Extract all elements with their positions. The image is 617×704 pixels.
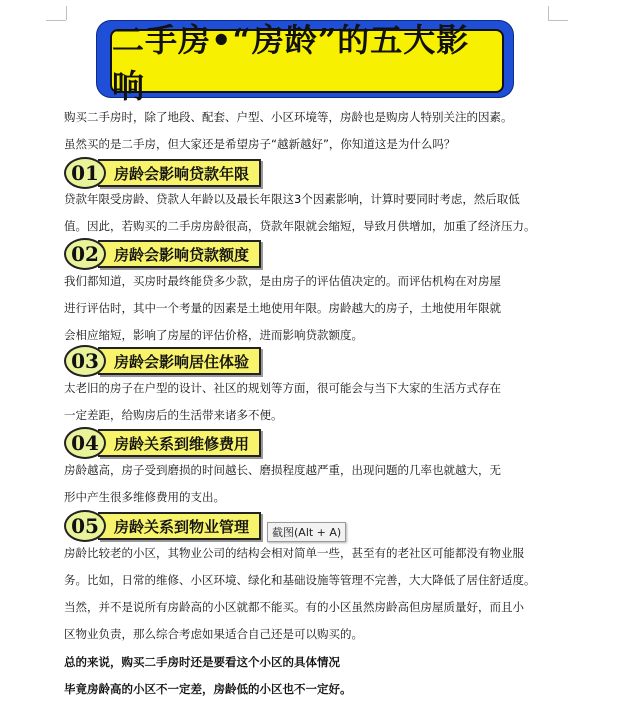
section-number-badge: 02 <box>64 238 106 270</box>
body-line: 房龄比较老的小区，其物业公司的结构会相对简单一些，甚至有的老社区可能都没有物业服 <box>64 546 524 560</box>
conclusion-paragraph <box>64 649 554 703</box>
section-title: 房龄会影响贷款年限 <box>98 159 261 187</box>
section-number-badge: 01 <box>64 157 106 189</box>
section-heading-4 <box>64 428 261 458</box>
section-number-badge: 03 <box>64 345 106 377</box>
body-line: 值。因此，若购买的二手房房龄很高，贷款年限就会缩短，导致月供增加，加重了经济压力。 <box>64 219 536 233</box>
intro-line: 购买二手房时，除了地段、配套、户型、小区环境等，房龄也是购房人特别关注的因素。 <box>64 110 513 124</box>
body-line: 务。比如，日常的维修、小区环境、绿化和基础设施等管理不完善，大大降低了居住舒适度。 <box>64 573 536 587</box>
section-title: 房龄关系到物业管理 <box>98 512 261 540</box>
body-line: 会相应缩短，影响了房屋的评估价格，进而影响贷款额度。 <box>64 328 363 342</box>
section-heading-3 <box>64 346 261 376</box>
page-corner-mark <box>46 20 66 21</box>
page-title: 二手房•“房龄”的五大影响 <box>110 29 504 93</box>
body-line: 贷款年限受房龄、贷款人年龄以及最长年限这3个因素影响，计算时要同时考虑，然后取低 <box>64 192 520 206</box>
section-body-3 <box>64 375 554 429</box>
section-title: 房龄关系到维修费用 <box>98 429 261 457</box>
section-title: 房龄会影响居住体验 <box>98 347 261 375</box>
section-heading-2 <box>64 239 261 269</box>
section-body-2 <box>64 268 554 349</box>
conclusion-line: 总的来说，购买二手房时还是要看这个小区的具体情况 <box>64 655 340 669</box>
conclusion-line: 毕竟房龄高的小区不一定差，房龄低的小区也不一定好。 <box>64 682 352 696</box>
section-body-5 <box>64 540 554 648</box>
body-line: 太老旧的房子在户型的设计、社区的规划等方面，很可能会与当下大家的生活方式存在 <box>64 381 501 395</box>
body-line: 当然，并不是说所有房龄高的小区就都不能买。有的小区虽然房龄高但房屋质量好，而且小 <box>64 600 524 614</box>
screenshot-tooltip: 截图(Alt + A) <box>267 522 346 542</box>
section-body-4 <box>64 457 554 511</box>
body-line: 房龄越高，房子受到磨损的时间越长、磨损程度越严重，出现问题的几率也就越大，无 <box>64 463 501 477</box>
intro-paragraph <box>64 104 554 158</box>
section-heading-5 <box>64 511 261 541</box>
intro-line: 虽然买的是二手房，但大家还是希望房子“越新越好”，你知道这是为什么吗？ <box>64 137 456 151</box>
page-corner-mark <box>548 20 568 21</box>
body-line: 形中产生很多维修费用的支出。 <box>64 490 225 504</box>
body-line: 区物业负责，那么综合考虑如果适合自己还是可以购买的。 <box>64 627 363 641</box>
section-body-1 <box>64 186 554 240</box>
body-line: 进行评估时，其中一个考量的因素是土地使用年限。房龄越大的房子，土地使用年限就 <box>64 301 501 315</box>
section-title: 房龄会影响贷款额度 <box>98 240 261 268</box>
section-number-badge: 05 <box>64 510 106 542</box>
section-heading-1 <box>64 158 261 188</box>
body-line: 我们都知道，买房时最终能贷多少款，是由房子的评估值决定的。而评估机构在对房屋 <box>64 274 501 288</box>
section-number-badge: 04 <box>64 427 106 459</box>
page-corner-mark <box>52 6 67 20</box>
body-line: 一定差距，给购房后的生活带来诸多不便。 <box>64 408 283 422</box>
page-corner-mark <box>548 6 563 20</box>
